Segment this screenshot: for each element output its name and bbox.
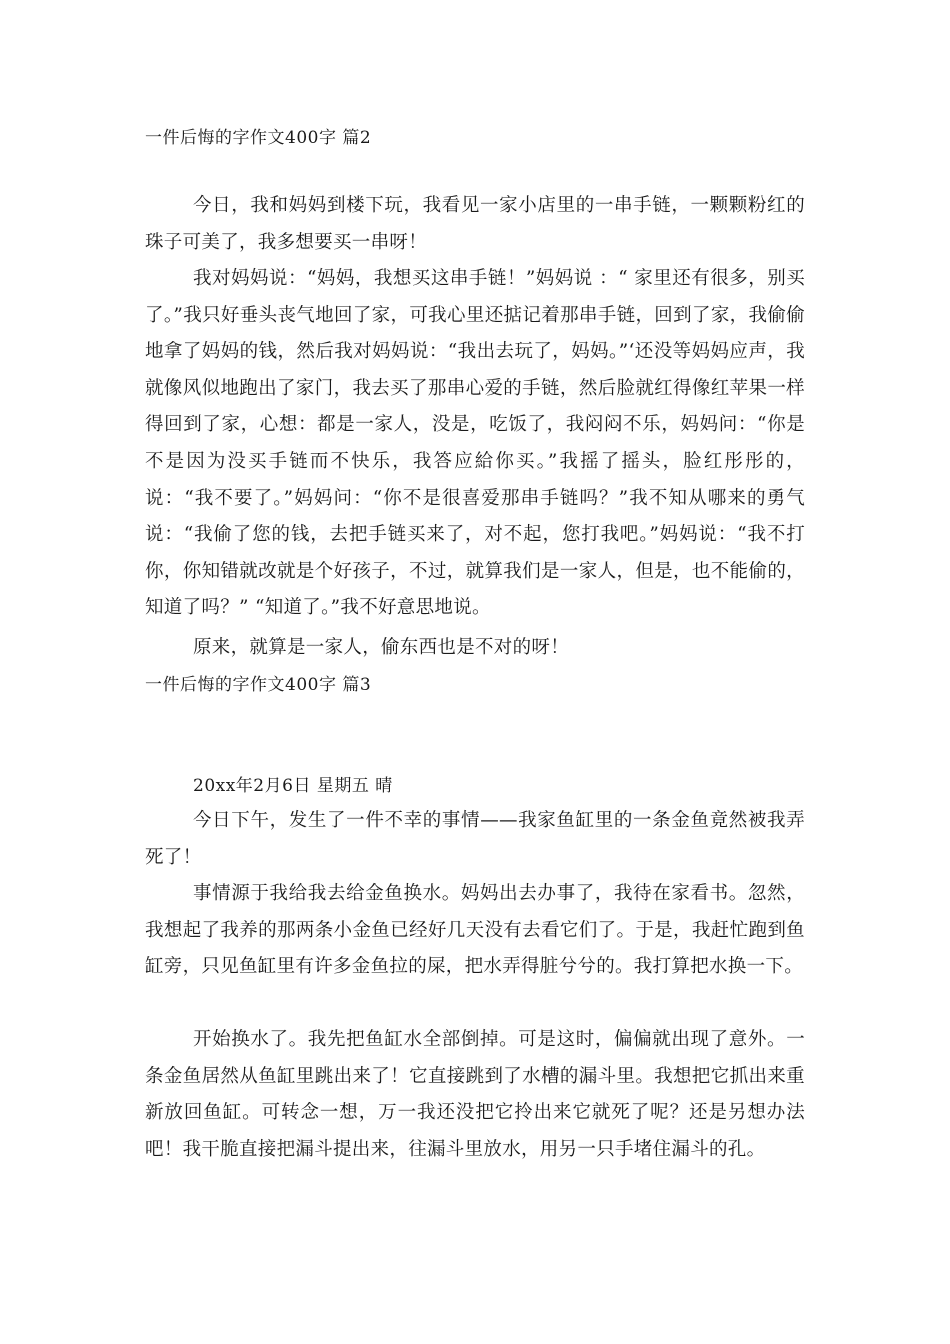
- essay-3-paragraph-2: 事情源于我给我去给金鱼换水。妈妈出去办事了，我待在家看书。忽然，我想起了我养的那两条小金鱼已经好几天没有去看它们了。于是，我赶忙跑到鱼缸旁，只见鱼缸里有许多金鱼拉的屎，把水弄得脏兮兮的。我打算把水换一下。: [145, 883, 805, 978]
- essay-3-paragraph-1: 今日下午，发生了一件不幸的事情——我家鱼缸里的一条金鱼竟然被我弄死了！: [145, 810, 805, 868]
- essay-3-paragraph-3: 开始换水了。我先把鱼缸水全部倒掉。可是这时，偏偏就出现了意外。一条金鱼居然从鱼缸里跳出来了！它直接跳到了水槽的漏斗里。我想把它抓出来重新放回鱼缸。可转念一想，万一我还没把它拎出来它就死了呢？还是另想办法吧！我干脆直接把漏斗提出来，往漏斗里放水，用另一只手堵住漏斗的孔。: [145, 1029, 805, 1160]
- essay-2-paragraph-1: 今日，我和妈妈到楼下玩，我看见一家小店里的一串手链，一颗颗粉红的珠子可美了，我多想要买一串呀！: [145, 195, 805, 253]
- essay-3-date-line: 20xx年2月6日 星期五 晴: [193, 776, 393, 796]
- essay-3-heading: 一件后悔的字作文400字 篇3: [145, 675, 372, 695]
- essay-2-paragraph-3: 原来，就算是一家人，偷东西也是不对的呀！: [193, 637, 570, 658]
- essay-2-paragraph-2: 我对妈妈说：“妈妈，我想买这串手链！”妈妈说 ：“ 家里还有很多，别买了。”我只好垂头丧气地回了家，可我心里还掂记着那串手链，回到了家，我偷偷地拿了妈妈的钱，然后我对妈妈说：“我出去玩了，妈妈。”‘还没等妈妈应声，我就像风似地跑出了家门，我去买了那串心爱的手链，然后脸就红得像红苹果一样得回到了家，心想：都是一家人，没是，吃饭了，我闷闷不乐，妈妈问：“你是不是因为没买手链而不快乐，我答应給你买。”我摇了摇头，脸红彤彤的，说：“我不要了。”妈妈问：“你不是很喜爱那串手链吗？”我不知从哪来的勇气说：“我偷了您的钱，去把手链买来了，对不起，您打我吧。”妈妈说：“我不打你，你知错就改就是个好孩子，不过，就算我们是一家人，但是，也不能偷的，知道了吗？” “知道了。”我不好意思地说。: [145, 268, 805, 619]
- essay-2-heading: 一件后悔的字作文400字 篇2: [145, 128, 372, 148]
